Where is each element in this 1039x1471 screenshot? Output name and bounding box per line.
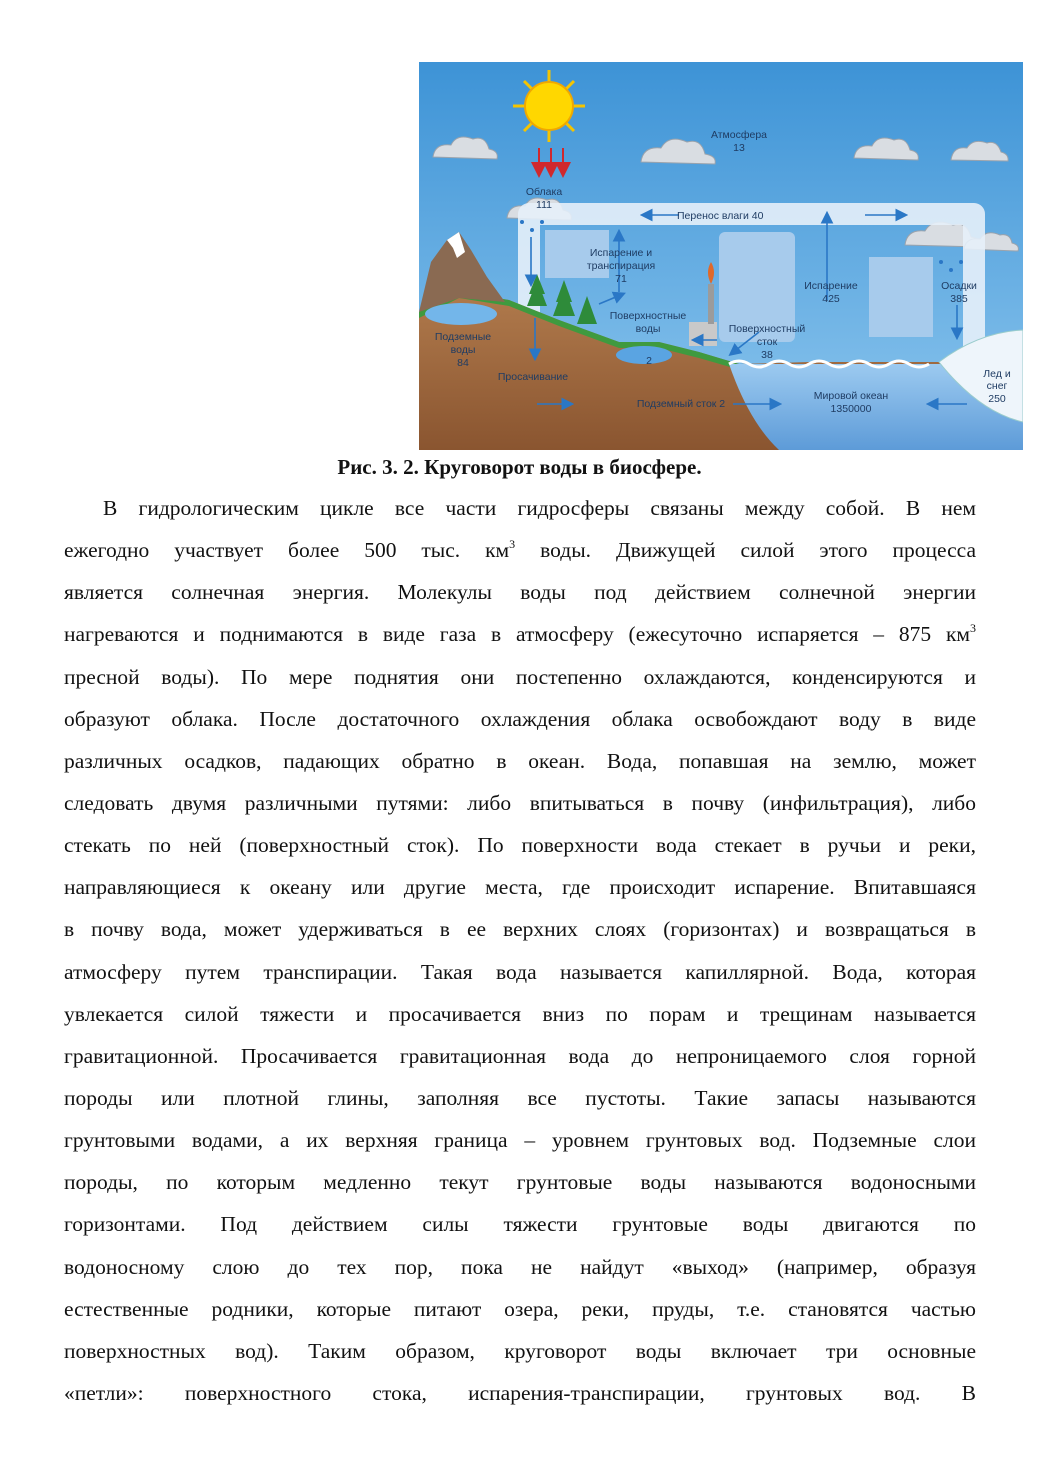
label-seepage: Просачивание bbox=[497, 371, 569, 383]
groundwater-lens bbox=[425, 303, 497, 325]
text-line: образуют облака. После достаточного охлаждения облака освобождают воду в виде bbox=[64, 706, 976, 731]
text-line: различных осадков, падающих обратно в океан. Вода, попавшая на землю, может bbox=[64, 748, 976, 773]
text-line: пресной воды). По мере поднятия они постепенно охлаждаются, конденсируются и bbox=[64, 664, 976, 689]
label-surface-water-2: воды bbox=[635, 323, 661, 335]
label-surface-water-value: 2 bbox=[646, 355, 652, 367]
inner-box-right bbox=[869, 257, 933, 337]
label-surface-water-1: Поверхностные bbox=[609, 310, 687, 322]
label-surface-runoff-value: 38 bbox=[761, 349, 773, 361]
label-atmosphere: Атмосфера bbox=[710, 129, 768, 141]
label-groundwater-value: 84 bbox=[457, 357, 469, 369]
text-line: В гидрологическим цикле все части гидросферы связаны между собой. В нем bbox=[103, 496, 976, 520]
label-surface-runoff-1: Поверхностный bbox=[728, 323, 806, 335]
label-atmosphere-value: 13 bbox=[733, 142, 745, 154]
superscript: 3 bbox=[970, 621, 976, 636]
label-ocean: Мировой океан bbox=[813, 390, 889, 402]
text-line: поверхностных вод). Таким образом, круговорот воды включает три основные bbox=[64, 1338, 976, 1363]
label-groundwater-2: воды bbox=[450, 344, 476, 356]
label-ice-value: 250 bbox=[988, 393, 1006, 405]
label-evap-transp-value: 71 bbox=[615, 273, 627, 285]
text-line: породы, по которым медленно текут грунтовые воды называются водоносными bbox=[64, 1170, 976, 1195]
label-ocean-value: 1350000 bbox=[830, 403, 872, 415]
text-line: атмосферу путем транспирации. Такая вода называется капиллярной. Вода, которая bbox=[64, 959, 976, 984]
text-line: направляющиеся к океану или другие места, где происходит испарение. Впитавшаяся bbox=[64, 875, 976, 900]
label-ice-1: Лед и bbox=[983, 368, 1011, 380]
text-line: следовать двумя различными путями: либо впитываться в почву (инфильтрация), либо bbox=[64, 790, 976, 815]
text-line: горизонтами. Под действием силы тяжести грунтовые воды двигаются по bbox=[64, 1212, 976, 1237]
text-line: увлекается силой тяжести и просачивается вниз по порам и трещинам называется bbox=[64, 1001, 976, 1026]
label-surface-runoff-2: сток bbox=[756, 336, 778, 348]
label-precipitation: Осадки bbox=[941, 280, 977, 292]
label-underground-runoff: Подземный сток 2 bbox=[636, 398, 726, 410]
superscript: 3 bbox=[509, 537, 516, 552]
label-moisture-transfer: Перенос влаги 40 bbox=[677, 210, 764, 222]
label-clouds: Облака bbox=[525, 186, 563, 198]
text-line: является солнечная энергия. Молекулы воды под действием солнечной энергии bbox=[64, 580, 976, 605]
water-cycle-diagram bbox=[419, 62, 1023, 450]
text-line: естественные родники, которые питают озера, реки, пруды, т.е. становятся частью bbox=[64, 1296, 976, 1321]
water-cycle-figure bbox=[419, 62, 1023, 450]
text-line: в почву вода, может удерживаться в ее верхних слоях (горизонтах) и возвращаться в bbox=[64, 917, 976, 942]
text-line: нагреваются и поднимаются в виде газа в атмосферу (ежесуточно испаряется – 875 $км^3$ bbox=[64, 621, 976, 647]
text-line: грунтовыми водами, а их верхняя граница – уровнем грунтовых вод. Подземные слои bbox=[64, 1128, 976, 1153]
label-ice-2: снег bbox=[986, 380, 1008, 392]
label-evaporation-value: 425 bbox=[822, 293, 840, 305]
figure-caption: Рис. 3. 2. Круговорот воды в биосфере. bbox=[337, 455, 702, 479]
text-line: стекать по ней (поверхностный сток). По поверхности вода стекает в ручьи и реки, bbox=[64, 833, 976, 858]
label-clouds-value: 111 bbox=[536, 199, 552, 211]
lake bbox=[616, 346, 672, 364]
text-line: породы или плотной глины, заполняя все пустоты. Такие запасы называются bbox=[64, 1085, 976, 1110]
label-evap-transp-1: Испарение и bbox=[589, 247, 653, 259]
label-groundwater-1: Подземные bbox=[434, 331, 492, 343]
label-evaporation: Испарение bbox=[804, 280, 858, 292]
text-line: ежегодно участвует более 500 тыс. $км^3$ воды. Движущей силой этого процесса bbox=[64, 537, 976, 563]
body-paragraph bbox=[64, 487, 976, 1414]
label-precipitation-value: 385 bbox=[950, 293, 968, 305]
text-line: «петли»: поверхностного стока, испарения-транспирации, грунтовых вод. В bbox=[64, 1380, 976, 1405]
text-line: гравитационной. Просачивается гравитационная вода до непроницаемого слоя горной bbox=[64, 1043, 976, 1068]
label-evap-transp-2: транспирация bbox=[586, 260, 656, 272]
text-line: водоносному слою до тех пор, пока не найдут «выход» (например, образуя bbox=[64, 1254, 976, 1279]
